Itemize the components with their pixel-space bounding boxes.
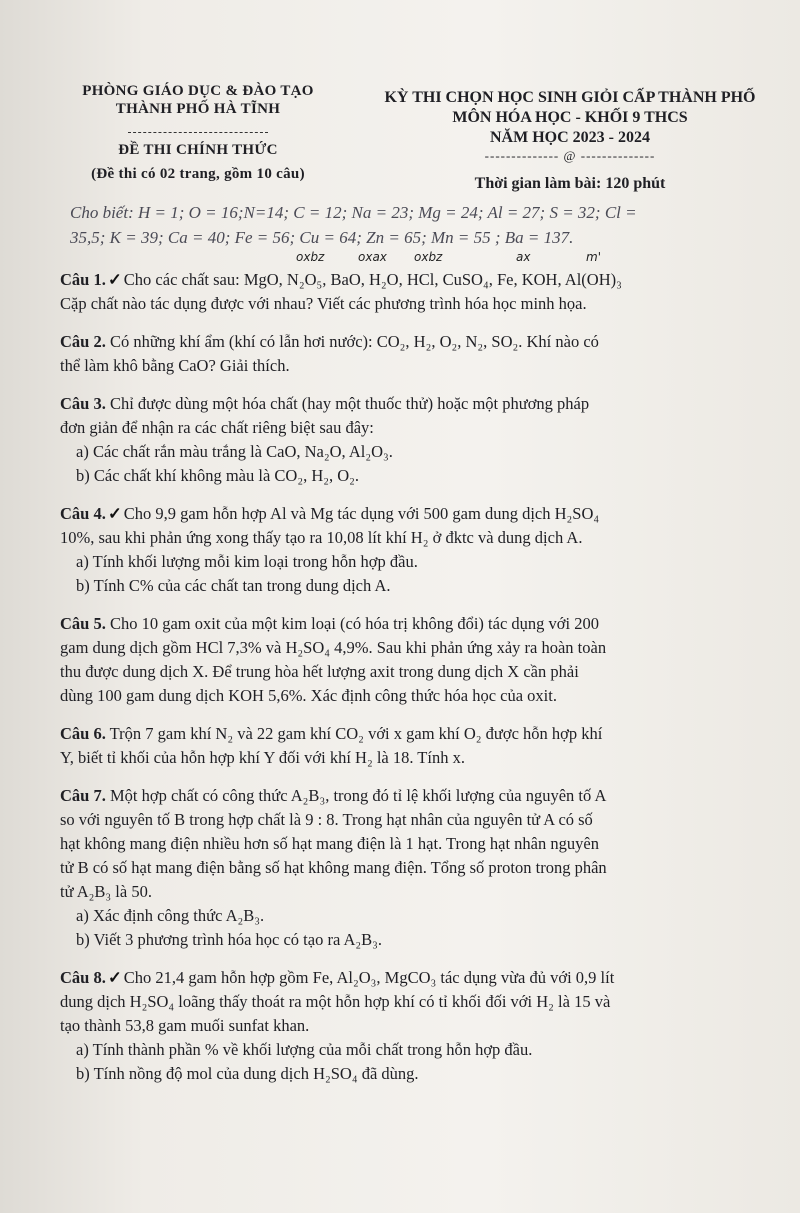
question-text: dùng 100 gam dung dịch KOH 5,6%. Xác định công thức hóa học của oxit. [60, 686, 557, 705]
question-8 [60, 966, 772, 1086]
question-2 [60, 330, 772, 378]
city-name: THÀNH PHỐ HÀ TĨNH [115, 101, 281, 117]
question-subpart: a) Các chất rắn màu trắng là CaO, Na₂O, Al₂O₃. [76, 442, 393, 461]
header-separator: -------------- @ -------------- [484, 148, 656, 163]
exam-header [355, 88, 785, 194]
question-text: hạt không mang điện nhiều hơn số hạt mang điện là 1 hạt. Trong hạt nhân nguyên [60, 834, 599, 853]
header-divider [128, 132, 268, 133]
department-header [48, 82, 348, 183]
question-text: Trộn 7 gam khí N₂ và 22 gam khí CO₂ với x gam khí O₂ được hỗn hợp khí [109, 724, 603, 743]
question-5 [60, 612, 772, 708]
question-list [60, 268, 772, 1100]
handwritten-note: oxbz [296, 250, 325, 264]
handwritten-note: oxbz [414, 250, 443, 264]
question-subpart: a) Tính thành phần % về khối lượng của mỗi chất trong hỗn hợp đầu. [76, 1040, 533, 1059]
question-label: Câu 6. [60, 724, 106, 743]
question-label: Câu 1. [60, 270, 106, 289]
exam-year: NĂM HỌC 2023 - 2024 [490, 129, 650, 146]
handwritten-note: m' [586, 250, 601, 264]
handwritten-notes [296, 250, 636, 268]
question-text: Một hợp chất có công thức A₂B₃, trong đó tỉ lệ khối lượng của nguyên tố A [109, 786, 607, 805]
question-text: Y, biết tỉ khối của hỗn hợp khí Y đối với khí H₂ là 18. Tính x. [60, 748, 465, 767]
official-exam-label: ĐỀ THI CHÍNH THỨC [118, 142, 278, 158]
question-text: đơn giản để nhận ra các chất riêng biệt sau đây: [60, 418, 374, 437]
handwritten-note: ax [516, 250, 531, 264]
question-subpart: b) Tính nồng độ mol của dung dịch H₂SO₄ đã dùng. [76, 1064, 419, 1083]
question-text: Cho 10 gam oxit của một kim loại (có hóa trị không đổi) tác dụng với 200 [109, 614, 599, 633]
exam-duration: Thời gian làm bài: 120 phút [474, 175, 666, 192]
question-text: dung dịch H₂SO₄ loãng thấy thoát ra một hỗn hợp khí có tỉ khối đối với H₂ là 15 và [60, 992, 611, 1011]
question-text: Cho các chất sau: MgO, N₂O₅, BaO, H₂O, HCl, CuSO₄, Fe, KOH, Al(OH)₃ [123, 270, 622, 289]
question-text: tử B có số hạt mang điện bằng số hạt không mang điện. Tổng số proton trong phân [60, 858, 607, 877]
question-subpart: b) Viết 3 phương trình hóa học có tạo ra A₂B₃. [76, 930, 383, 949]
question-6 [60, 722, 772, 770]
question-text: thể làm khô bằng CaO? Giải thích. [60, 356, 290, 375]
atomic-masses-line: 35,5; K = 39; Ca = 40; Fe = 56; Cu = 64; Zn = 65; Mn = 55 ; Ba = 137. [70, 228, 574, 247]
question-label: Câu 3. [60, 394, 106, 413]
question-subpart: a) Tính khối lượng mỗi kim loại trong hỗn hợp đầu. [76, 552, 418, 571]
question-label: Câu 7. [60, 786, 106, 805]
question-subpart: b) Các chất khí không màu là CO₂, H₂, O₂. [76, 466, 360, 485]
check-mark-icon: ✓ [107, 968, 122, 987]
question-text: gam dung dịch gồm HCl 7,3% và H₂SO₄ 4,9%. Sau khi phản ứng xảy ra hoàn toàn [60, 638, 607, 657]
question-7 [60, 784, 772, 952]
question-label: Câu 5. [60, 614, 106, 633]
question-label: Câu 4. [60, 504, 106, 523]
question-4 [60, 502, 772, 598]
question-text: 10%, sau khi phản ứng xong thấy tạo ra 10,08 lít khí H₂ ở đktc và dung dịch A. [60, 528, 583, 547]
question-text: thu được dung dịch X. Để trung hòa hết lượng axit trong dung dịch X cần phải [60, 662, 579, 681]
exam-page-note: (Đề thi có 02 trang, gồm 10 câu) [91, 166, 305, 182]
handwritten-note: oxax [358, 250, 387, 264]
question-subpart: a) Xác định công thức A₂B₃. [76, 906, 265, 925]
question-text: Chỉ được dùng một hóa chất (hay một thuốc thử) hoặc một phương pháp [109, 394, 590, 413]
exam-subject: MÔN HÓA HỌC - KHỐI 9 THCS [452, 109, 688, 126]
question-label: Câu 2. [60, 332, 106, 351]
question-text: so với nguyên tố B trong hợp chất là 9 : 8. Trong hạt nhân của nguyên tử A có số [60, 810, 593, 829]
check-mark-icon: ✓ [107, 504, 122, 523]
atomic-masses [70, 200, 770, 250]
exam-title: KỲ THI CHỌN HỌC SINH GIỎI CẤP THÀNH PHỐ [384, 89, 756, 106]
question-subpart: b) Tính C% của các chất tan trong dung dịch A. [76, 576, 391, 595]
check-mark-icon: ✓ [107, 270, 122, 289]
question-text: tạo thành 53,8 gam muối sunfat khan. [60, 1016, 310, 1035]
question-text: Có những khí ẩm (khí có lẫn hơi nước): CO₂, H₂, O₂, N₂, SO₂. Khí nào có [109, 332, 599, 351]
question-text: Cặp chất nào tác dụng được với nhau? Viết các phương trình hóa học minh họa. [60, 294, 587, 313]
atomic-masses-line: Cho biết: H = 1; O = 16;N=14; C = 12; Na = 23; Mg = 24; Al = 27; S = 32; Cl = [70, 203, 637, 222]
question-1 [60, 268, 772, 316]
question-label: Câu 8. [60, 968, 106, 987]
question-3 [60, 392, 772, 488]
question-text: Cho 21,4 gam hỗn hợp gồm Fe, Al₂O₃, MgCO₃ tác dụng vừa đủ với 0,9 lít [123, 968, 615, 987]
department-name: PHÒNG GIÁO DỤC & ĐÀO TẠO [82, 83, 314, 99]
question-text: Cho 9,9 gam hỗn hợp Al và Mg tác dụng với 500 gam dung dịch H₂SO₄ [123, 504, 600, 523]
question-text: tử A₂B₃ là 50. [60, 882, 152, 901]
